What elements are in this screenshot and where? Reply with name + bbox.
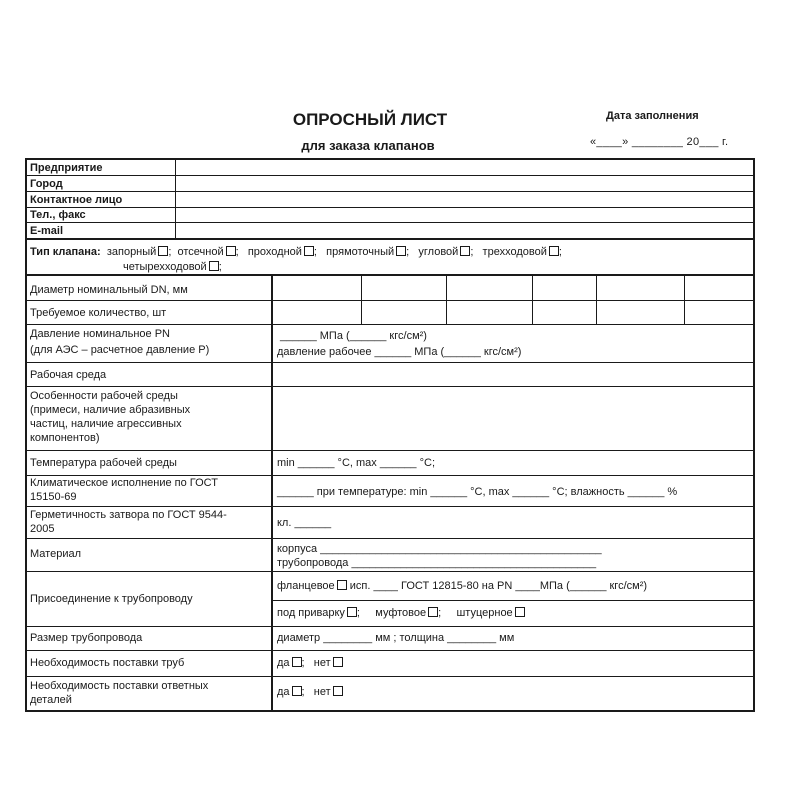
contact-divider xyxy=(175,158,176,238)
quantity-label: Требуемое количество, шт xyxy=(30,307,167,319)
checkbox[interactable] xyxy=(337,580,347,590)
pressure-working-field[interactable]: давление рабочее ______ МПа (______ кгс/см²) xyxy=(277,346,522,358)
tightness-label: Герметичность затвора по ГОСТ 9544- xyxy=(30,509,227,521)
pipe-size-field[interactable]: диаметр ________ мм ; толщина ________ мм xyxy=(277,632,515,644)
rule xyxy=(27,222,753,223)
medium-features-label: (примеси, наличие абразивных xyxy=(30,404,191,416)
phone-fax-label: Тел., факс xyxy=(30,209,86,221)
valve-type-row: Тип клапана: запорный ; отсечной ; проходной ; прямоточный ; угловой ; трехходовой ; xyxy=(30,246,562,258)
checkbox[interactable] xyxy=(428,607,438,617)
checkbox[interactable] xyxy=(209,261,219,271)
table-border-top xyxy=(25,158,755,160)
checkbox[interactable] xyxy=(158,246,168,256)
checkbox[interactable] xyxy=(515,607,525,617)
rule xyxy=(25,274,755,276)
pressure-label: Давление номинальное PN xyxy=(30,328,170,340)
rule xyxy=(27,450,753,451)
diameter-label: Диаметр номинальный DN, мм xyxy=(30,284,188,296)
rule xyxy=(27,207,753,208)
table-border-right xyxy=(753,158,755,712)
table-border-left xyxy=(25,158,27,712)
email-label: E-mail xyxy=(30,225,64,237)
pipes-needed-label: Необходимость поставки труб xyxy=(30,657,185,669)
rule xyxy=(27,538,753,539)
checkbox[interactable] xyxy=(347,607,357,617)
medium-features-label: компонентов) xyxy=(30,432,100,444)
checkbox[interactable] xyxy=(226,246,236,256)
checkbox[interactable] xyxy=(549,246,559,256)
connection-options-row: под приварку ; муфтовое ; штуцерное xyxy=(277,607,525,620)
pressure-note: (для АЭС – расчетное давление Р) xyxy=(30,344,210,356)
rule xyxy=(27,475,753,476)
parts-needed-label: Необходимость поставки ответных xyxy=(30,680,209,692)
rule xyxy=(273,600,753,601)
pipes-needed-options: да ; нет xyxy=(277,657,343,670)
contact-person-label: Контактное лицо xyxy=(30,194,123,206)
climatic-field[interactable]: ______ при температуре: min ______ °C, max ______ °C; влажность ______ % xyxy=(277,486,678,498)
climatic-label: Климатическое исполнение по ГОСТ xyxy=(30,477,218,489)
rule xyxy=(27,362,753,363)
parts-needed-options: да ; нет xyxy=(277,686,343,699)
company-label: Предприятие xyxy=(30,162,103,174)
param-divider xyxy=(271,276,273,710)
connection-label: Присоединение к трубопроводу xyxy=(30,593,193,605)
material-pipe-field[interactable]: трубопровода ________________________________________ xyxy=(277,557,597,569)
medium-label: Рабочая среда xyxy=(30,369,107,381)
rule xyxy=(27,571,753,572)
checkbox[interactable] xyxy=(292,657,302,667)
document-subtitle: для заказа клапанов xyxy=(301,138,435,153)
valve-type-row-2: четырехходовой ; xyxy=(123,261,222,273)
material-body-field[interactable]: корпуса ______________________________________________ xyxy=(277,543,602,555)
tightness-field[interactable]: кл. ______ xyxy=(277,517,332,529)
rule xyxy=(27,175,753,176)
connection-flange-field[interactable]: исп. ____ ГОСТ 12815-80 на PN ____МПа (______ кгс/см²) xyxy=(349,580,648,592)
rule xyxy=(27,300,753,301)
connection-flange-row: фланцевое исп. ____ ГОСТ 12815-80 на PN ____МПа (______ кгс/см²) xyxy=(277,580,648,592)
rule xyxy=(27,386,753,387)
pressure-nominal-field[interactable]: ______ МПа (______ кгс/см²) xyxy=(280,330,427,342)
rule xyxy=(27,506,753,507)
document-title: ОПРОСНЫЙ ЛИСТ xyxy=(292,110,448,129)
checkbox[interactable] xyxy=(304,246,314,256)
rule xyxy=(27,676,753,677)
table-border-bottom xyxy=(25,710,755,712)
rule xyxy=(27,324,753,325)
checkbox[interactable] xyxy=(396,246,406,256)
medium-temp-field[interactable]: min ______ °C, max ______ °C; xyxy=(277,457,435,469)
valve-type-label: Тип клапана: xyxy=(30,246,101,258)
medium-features-label: Особенности рабочей среды xyxy=(30,390,178,402)
medium-temp-label: Температура рабочей среды xyxy=(30,457,177,469)
pipe-size-label: Размер трубопровода xyxy=(30,632,143,644)
material-label: Материал xyxy=(30,548,81,560)
checkbox[interactable] xyxy=(292,686,302,696)
checkbox[interactable] xyxy=(333,686,343,696)
climatic-label: 15150-69 xyxy=(30,491,77,503)
checkbox[interactable] xyxy=(333,657,343,667)
checkbox[interactable] xyxy=(460,246,470,256)
rule xyxy=(27,626,753,627)
fill-date-field[interactable]: «____» ________ 20___ г. xyxy=(590,136,729,148)
rule xyxy=(25,238,755,240)
rule xyxy=(27,650,753,651)
tightness-label: 2005 xyxy=(30,523,55,535)
parts-needed-label: деталей xyxy=(30,694,72,706)
medium-features-label: частиц, наличие агрессивных xyxy=(30,418,182,430)
rule xyxy=(27,191,753,192)
city-label: Город xyxy=(30,178,63,190)
fill-date-label: Дата заполнения xyxy=(606,110,699,122)
